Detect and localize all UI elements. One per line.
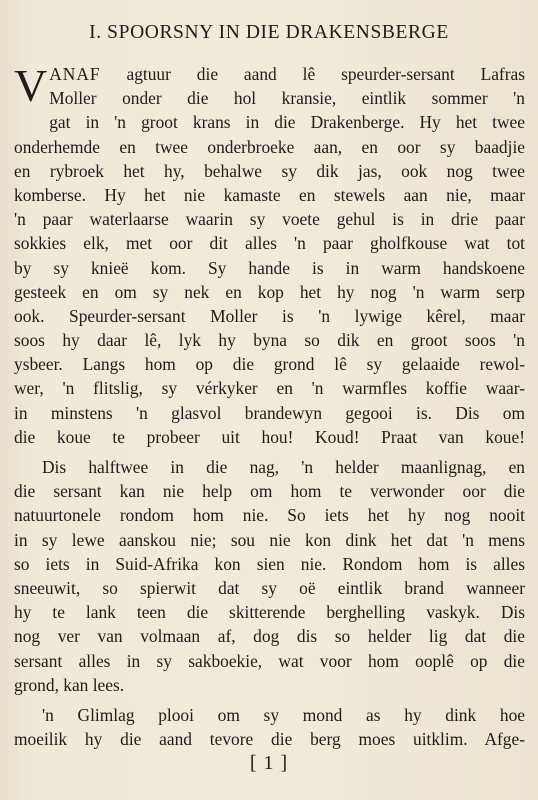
paragraph-3 — [14, 703, 525, 751]
paragraph-2 — [14, 455, 525, 697]
text-line: sokkies elk, met oor dit alles 'n paar gholfkouse wat tot — [14, 233, 525, 254]
text-line: so iets in Suid-Afrika kon sien nie. Rondom hom is alles — [14, 553, 525, 574]
small-caps-opening: ANAF — [49, 64, 101, 84]
text-line: sersant alles in sy sakboekie, wat voor hom ooplê op die — [14, 650, 525, 671]
text-line: moeilik hy die aand tevore die berg moes uitklim. Afge- — [14, 729, 525, 750]
text-line: 'n Glimlag plooi om sy mond as hy dink hoe — [42, 704, 525, 725]
body-text — [14, 62, 525, 751]
text-line: Dis halftwee in die nag, 'n helder maanlignag, en — [42, 457, 525, 477]
chapter-title: I. SPOORSNY IN DIE DRAKENSBERGE — [89, 22, 449, 43]
text-line: in minstens 'n glasvol brandewyn gegooi is. Dis om — [14, 402, 525, 423]
text-line: 'n paar waterlaarse waarin sy voete gehul is in drie paar — [14, 209, 525, 230]
text-line: hy te lank teen die skitterende berghelling vaskyk. Dis — [14, 602, 525, 623]
text-line-content: agtuur die aand lê speurder-sersant Lafras — [100, 64, 525, 84]
text-line: gesteek en om sy nek en kop het hy nog 'n warm serp — [14, 281, 525, 302]
paragraph-1 — [14, 62, 525, 449]
text-line — [14, 62, 525, 86]
text-line: die koue te probeer uit hou! Koud! Praat van koue! — [14, 426, 525, 447]
drop-cap: V — [14, 60, 48, 111]
text-line: by sy knieë kom. Sy hande is in warm handskoene — [14, 257, 525, 278]
text-line: in sy lewe aanskou nie; sou nie kon dink het dat 'n mens — [14, 529, 525, 550]
text-line: sneeuwit, so spierwit dat sy oë eintlik brand wanneer — [14, 577, 525, 598]
text-line: ook. Speurder-sersant Moller is 'n lywige kêrel, maar — [14, 305, 525, 326]
text-line: gat in 'n groot krans in die Drakenberge. Hy het twee — [49, 112, 525, 133]
text-line: die sersant kan nie help om hom te verwonder oor die — [14, 481, 525, 502]
text-line: en rybroek het hy, behalwe sy dik jas, ook nog twee — [14, 160, 525, 181]
page-number: [ 1 ] — [249, 752, 289, 774]
text-line: komberse. Hy het nie kamaste en stewels aan nie, maar — [14, 184, 525, 205]
text-line: ysbeer. Langs hom op die grond lê sy gelaaide rewol- — [14, 354, 525, 375]
text-line: natuurtonele rondom hom nie. So iets het hy nog nooit — [14, 505, 525, 526]
text-line: grond, kan lees. — [14, 674, 125, 695]
text-line: Moller onder die hol kransie, eintlik sommer 'n — [49, 88, 525, 109]
text-line: onderhemde en twee onderbroeke aan, en oor sy baadjie — [14, 136, 525, 157]
text-line: nog ver van volmaan af, dog dis so helder lig dat die — [14, 626, 525, 647]
text-line: wer, 'n flitslig, sy vérkyker en 'n warmfles koffie waar- — [14, 378, 525, 399]
text-line: soos hy daar lê, lyk hy byna so dik en groot soos 'n — [14, 330, 525, 351]
